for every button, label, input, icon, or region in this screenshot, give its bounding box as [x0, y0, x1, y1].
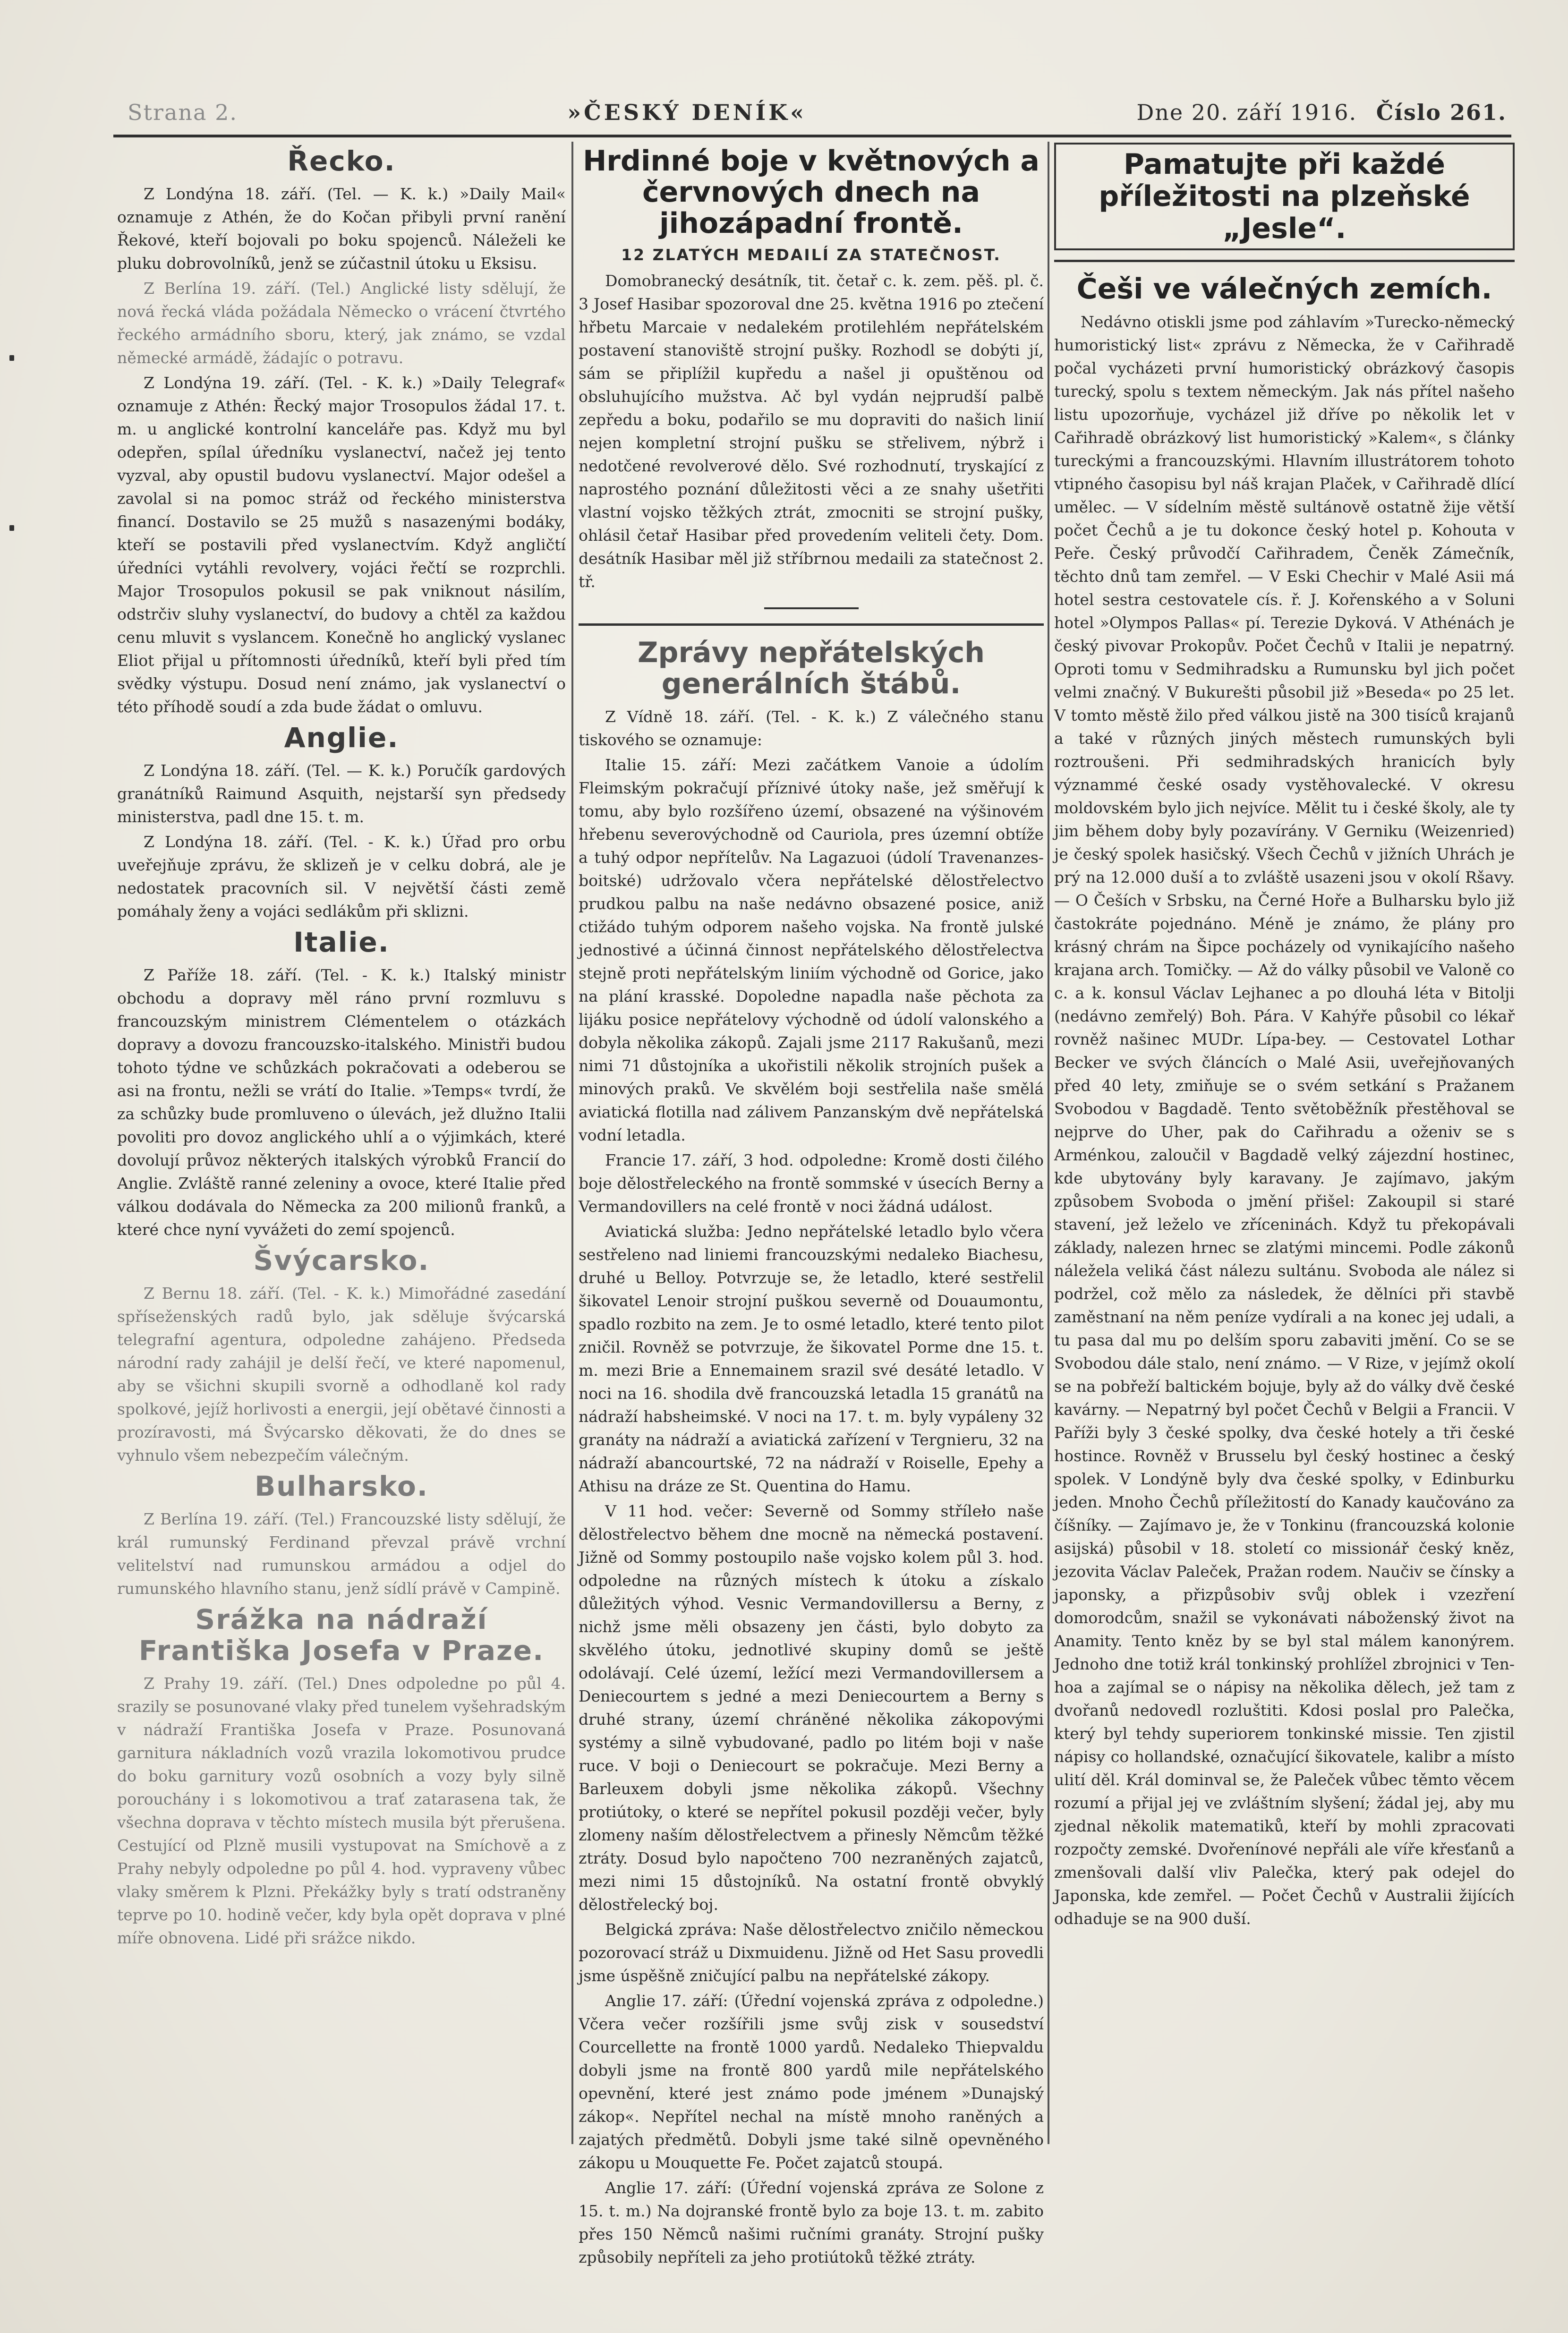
- page-header: [128, 92, 1507, 125]
- article-paragraph: Z Vídně 18. září. (Tel. - K. k.) Z válečného stanu tiskového se oznamuje:: [579, 707, 1044, 749]
- article-paragraph: Z Bernu 18. září. (Tel. - K. k.) Mimořádné zasedání spříseženských radů bylo, jak sděluje švýcarská telegrafní agentura, odpoledne zahájeno. Předseda národní rady zahájil je delší řečí, ve které napomenul, aby se všichni skupili svorně a odhodlaně kol rady spolkové, jejíž horlivosti a energii, její obětavé činnosti a prozíravosti, má Švýcarsko děkovati, že do dnes se vyhnulo všem nebezpečím válečným.: [117, 1284, 566, 1465]
- section-rule: [579, 623, 1044, 626]
- article-paragraph: Aviatická služba: Jedno nepřátelské letadlo bylo včera sestřeleno nad liniemi francouzskými nedaleko Biachesu, druhé u Belloy. Potvrzuje se, že letadlo, které sestřelil šikovatel Lenoir strojní puškou severně od Douaumontu, spadlo rozbito na zem. Je to osmé letadlo, které tento pilot zničil. Rovněž se potvrzuje, že šikovatel Porme dne 15. t. m. mezi Brie a Ennemainem srazil své desáté letadlo. V noci na 16. shodila dvě francouzská letadla 15 granátů na nádraží habsheimské. V noci na 17. t. m. byly vypáleny 32 granáty na nádraží a aviatická zařízení v Tergnieru, 32 na nádraží abancourtské, 72 na nádraží v Roiselle, Epehy a Athisu na dráze ze St. Quentina do Hamu.: [579, 1222, 1044, 1495]
- column-middle: [579, 142, 1044, 2266]
- section-rule: [764, 607, 859, 609]
- boxed-notice-jesle: Pamatujte při každé příležitosti na plzeňské „Jesle“.: [1054, 143, 1515, 250]
- margin-mark: [9, 525, 14, 531]
- article-paragraph: Anglie 17. září: (Úřední vojenská zpráva ze Solone z 15. t. m.) Na dojranské frontě bylo za boje 13. t. m. zabito přes 150 Němců našimi ručními granáty. Strojní pušky způsobily nepříteli za jeho protiútoků těžké ztráty.: [579, 2179, 1044, 2266]
- heading-hrdinne-boje: Hrdinné boje v květnových a červnových dnech na jihozápadní frontě.: [583, 145, 1040, 240]
- article-paragraph: Italie 15. září: Mezi začátkem Vanoie a údolím Fleimským pokračují příznivé útoky naše, jež směřují k tomu, aby bylo rozšířeno území, obsazené na výšinovém hřebenu severovýchodně od Cauriola, pres územní obtíže a tuhý odpor nepřítelův. Na Lagazuoi (údolí Travenanzes-boitské) udržovalo včera nepřátelské dělostřelectvo prudkou palbu na naše nedávno obsazené posice, aniž ctižádo tuhým odporem našeho vojska. Na frontě julské jednostivé a účinná činnost nepřátelského dělostřelectva stejně proti nepřátelským liniím východně od Gorice, jako na plání krasské. Dopoledne napadla naše pěchota za lijáku posice nepřátelovy východně od údolí valonského a dobyla několika zákopů. Zajali jsme 2117 Rakušanů, mezi nimi 71 důstojníka a ukořistili několik strojních pušek a minových praků. Ve skvělém boji sestřelila naše smělá aviatická flotilla nad zálivem Panzanským dvě nepřátelská vodní letadla.: [579, 756, 1044, 1144]
- column-divider: [1048, 142, 1049, 2144]
- issue-number: Číslo 261.: [1376, 100, 1507, 125]
- heading-svycarsko: Švýcarsko.: [253, 1244, 430, 1277]
- margin-mark: [9, 355, 14, 361]
- article-paragraph: Z Londýna 18. září. (Tel. — K. k.) »Daily Mail« oznamuje z Athén, že do Kočan přibyli první ranění Řekové, kteří bojovali po boku spojenců. Náleželi ke pluku dobrovolníků, jenž se zúčastnil útoku u Eksisu.: [117, 185, 566, 272]
- article-paragraph: Z Berlína 19. září. (Tel.) Anglické listy sdělují, že nová řecká vláda požádala Německo o vrácení čtvrtého řeckého armádního sboru, který, jak známo, se vzdal německé armádě, žádajíc o potravu.: [117, 279, 566, 367]
- article-paragraph: Belgická zpráva: Naše dělostřelectvo zničilo německou pozorovací stráž u Dixmuidenu. Jižně od Het Sasu provedli jsme úspěšně zničující palbu na nepřátelské zákopy.: [579, 1920, 1044, 1985]
- heading-zpravy-stabu: Zprávy nepřátelských generálních štábů.: [637, 636, 985, 700]
- heading-italie: Italie.: [293, 926, 390, 958]
- header-rule: [113, 135, 1511, 137]
- article-paragraph: Nedávno otiskli jsme pod záhlavím »Turecko-německý humoristický list« zprávu z Německa, že v Cařihradě počal vycházeti první humoristický obrázkový časopis turecký, spolu s textem německým. Jak nás přítel našeho listu upozorňuje, vycházel již dříve po několik let v Cařihradě obrázkový list humoristický »Kalem«, s články tureckými a francouzskými. Hlavním illustrátorem tohoto vtipného časopisu byl náš krajan Plaček, v Cařihradě dlící umělec. — V sídelním městě sultánově ostatně žije větší počet Čechů a je tu dokonce český hotel p. Kohouta v Peře. Český průvodčí Cařihradem, Čeněk Zámečník, těchto dnů tam zemřel. — V Eski Chechir v Malé Asii má hotel sestra cestovatele cís. ř. J. Kořenského a v Soluni hotel »Olympos Pallas« pí. Terezie Dyková. V Athénách je český pivovar Prokopův. Počet Čechů v Italii je nepatrný. Oproti tomu v Sedmihradsku a Rumunsku byl jich počet velmi značný. V Bukurešti působil již »Beseda« po 25 let. V tomto městě žilo před válkou jistě na 300 tisíců krajanů a také v různých jiných městech rumunských byli roztroušeni. Při sedmihradských hranicích byly význammé české osady vystěhovalecké. V okresu moldovském bylo jich nejvíce. Mělit tu i české školy, ale ty jim během doby byly pozavírány. V Gerniku (Weizenried) je český spolek hasičský. Všech Čechů v jižních Uhrách je prý na 12.000 duší a to zvláště usazeni jsou v okolí Ršavy. — O Češích v Srbsku, na Černé Hoře a Bulharsku bylo již častokráte pojednáno. Méně je známo, že plány pro krásný chrám na Šipce pocházely od vynikajícího našeho krajana arch. Tomičky. — Až do války působil ve Valoně co c. a k. konsul Václav Lejhanec a po dlouhá léta v Bitolji (nedávno zemřelý) Boh. Pára. V Kahýře působil co lékař rovněž našinec MUDr. Lípa-bey. — Cestovatel Lothar Becker ve svých článcích o Malé Asii, uveřejňovaných před 40 lety, zmiňuje se o svém setkání s Pražanem Svobodou v Bagdadě. Tento světoběžník přestěhoval se nejprve do Uher, pak do Cařihradu a oženiv se s Arménkou, zaloučil v Bagdadě velký zájezdní hostinec, kde ubytovány byly karavany. Je zajímavo, jakým způsobem Svoboda o jmění přišel: Zakoupil si staré stavení, jež leželo ve zříceninách. Když tu překopávali základy, nalezen hrnec se zlatými mincemi. Podle zákonů náležela veliká část nálezu sultánu. Svoboda ale nález si podržel, což mělo za následek, že dělníci při stavbě zaměstnaní na něm peníze vydírali a na konec jej udali, a tu pasa dal mu po delším sporu zabaviti jmění. Co se se Svobodou dále stalo, není známo. — V Rize, v jejímž okolí se na pobřeží baltickém bojuje, byly až do války dvě české kavárny. — Nepatrný byl počet Čechů v Belgii a Francii. V Paříži byly 3 české spolky, dva české hotely a tři české hostince. Rovněž v Brusselu byl český hostinec a český spolek. V Londýně byly dva české spolky, v Edinburku jeden. Mnoho Čechů příležitostí do Kanady kaučováno za číšníky. — Zajímavo je, že v Tonkinu (francouzská kolonie asijská) působil v 18. století co missionář český kněz, jezovita Václav Paleček, Pražan rodem. Naučiv se čínsky a japonsky, a přizpůsobiv svůj oblek i vzezření domorodcům, snažil se vykonávati náboženský život na Anamity. Tento kněz by se byl stal málem kanonýrem. Jednoho dne totiž král tonkinský prohlížel zbrojnici v Ten-hoa a zajímal se o nápisy na několika dělech, jež tam z dvořanů nedovedl rozluštiti. Kdosi poslal pro Palečka, který byl tehdy superiorem tonkinské missie. Ten zjistil nápisy co hollandské, označující šikovatele, kalibr a místo ulití děl. Král dominval se, že Paleček vůbec těmto věcem rozumí a přijal jej ve zvláštním slyšení; žádal jej, aby mu zjednal několik matematiků, kteří by mohli zpracovati rozpočty zemské. Dvořenínové nepřáli ale víře křesťanů a zmenšovali další vliv Palečka, který pak odejel do Japonska, kde zemřel. — Počet Čechů v Australii žijících odhaduje se na 900 duší.: [1054, 313, 1515, 1928]
- article-paragraph: Z Londýna 18. září. (Tel. — K. k.) Poručík gardových granátníků Raimund Asquith, nejstarší syn předsedy ministerstva, padl dne 15. t. m.: [117, 761, 566, 826]
- article-paragraph: Domobranecký desátník, tit. četař c. k. zem. pěš. pl. č. 3 Josef Hasibar spozoroval dne 25. května 1916 po ztečení hřbetu Marcaie v nedalekém protilehlém nepřátelském postavení stanoviště strojní pušky. Rozhodl se dobýti jí, sám se připlížil kupředu a našel ji opuštěnou od obsluhujícího mužstva. Ač byl vydán nejprudší palbě zepředu a boku, podařilo se mu dopraviti do našich linií nejen kompletní strojní pušku se střelivem, nýbrž i nedotčené revolverové dělo. Své rozhodnutí, tryskající z naprostého poznání důležitosti věci a ze snahy ušetřiti vlastní vojsko těžkých ztrát, zmocniti se strojní pušky, ohlásil četař Hasibar před provedením veliteli čety. Dom. desátník Hasibar měl již stříbrnou medaili za statečnost 2. tř.: [579, 272, 1044, 591]
- article-paragraph: V 11 hod. večer: Severně od Sommy stříleło naše dělostřelectvo během dne mocně na německá postavení. Jižně od Sommy postoupilo naše vojsko kolem půl 3. hod. odpoledne na různých místech k útoku a získalo důležitých výhod. Vesnic Vermandovillersu a Berny, z nichž jsme měli obsazeny jen části, bylo dobyto za skvělého útoku, jednotlivé skupiny domů se ještě odolávají. Celé území, ležící mezi Vermandovillersem a Deniecourtem s jedné a mezi Deniecourtem a Berny s druhé strany, území chráněné několika zákopovými systémy a silně vybudované, padlo po litém boji v naše ruce. V boji o Deniecourt se pokračuje. Mezi Berny a Barleuxem dobyli jsme několika zákopů. Všechny protiútoky, o které se nepřítel pokusil později večer, byly zlomeny naším dělostřelectvem a přinesly Němcům těžké ztráty. Dosud bylo napočteno 700 nezraněných zajatců, mezi nimi 15 důstojníků. Na ostatní frontě obvyklý dělostřelecký boj.: [579, 1502, 1044, 1914]
- heading-cesi-ve-valecnych-zemich: Češi ve válečných zemích.: [1076, 272, 1492, 306]
- column-right: [1054, 142, 1515, 2172]
- article-paragraph: Z Londýna 19. září. (Tel. - K. k.) »Daily Telegraf« oznamuje z Athén: Řecký major Trosopulos žádal 17. t. m. u anglické kontrolní kanceláře pas. Když mu byl odepřen, spílal úředníku vyslanectví, načež jej tento vyzval, aby opustil budovu vyslanectví. Major odešel a zavolal si na pomoc stráž od řeckého ministerstva financí. Dostavilo se 25 mužů s nasazenými bodáky, kteří se postavili před vyslanectvím. Když angličtí úředníci vytáhli revolvery, vojáci řečtí se rozprchli. Major Trosopulos pokusil se pak vniknout násilím, odstrčiv sluhy vyslanectví, do budovy a chtěl za každou cenu mluvit s vyslancem. Konečně ho anglický vyslanec Eliot přijal u přítomnosti úředníků, kteří byli před tím svědky výstupu. Dosud není známo, jak vyslanectví o této příhodě soudí a zda bude žádat o omluvu.: [117, 374, 566, 716]
- page-number: Strana 2.: [128, 100, 238, 125]
- subheading-medaile: 12 ZLATÝCH MEDAILÍ ZA STATEČNOST.: [621, 246, 1001, 264]
- heading-recko: Řecko.: [287, 145, 396, 177]
- date-issue: [1136, 100, 1507, 125]
- article-paragraph: Z Prahy 19. září. (Tel.) Dnes odpoledne po půl 4. srazily se posunované vlaky před tunelem vyšehradským v nádraží Františka Josefa v Praze. Posunovaná garnitura nákladních vozů vrazila lokomotivou prudce do boku garnitury vozů osobních a vozy byly silně porouchány i s lokomotivou a trať zatarasena tak, že všechna doprava v těchto místech musila být přerušena. Cestující od Plzně musili vystupovat na Smíchově a z Prahy nebyly odpoledne po půl 4. hod. vypraveny vůbec vlaky směrem k Plzni. Překážky byly s tratí odstraněny teprve po 10. hodině večer, kdy byla opět doprava v plné míře obnovena. Lidé při srážce nikdo.: [117, 1674, 566, 1947]
- article-paragraph: Z Berlína 19. září. (Tel.) Francouzské listy sdělují, že král rumunský Ferdinand převzal právě vrchní velitelství nad rumunskou armádou a odjel do rumunského hlavního stanu, jenž sídlí právě v Campině.: [117, 1510, 566, 1598]
- article-paragraph: Francie 17. září, 3 hod. odpoledne: Kromě dosti čilého boje dělostřeleckého na frontě sommské v úsecích Berny a Vermandovillers na celé frontě v noci žádná událost.: [579, 1151, 1044, 1216]
- article-paragraph: Z Londýna 18. září. (Tel. - K. k.) Úřad pro orbu uveřejňuje zprávu, že sklizeň je v celku dobrá, ale je nedostatek pracovních sil. V největší části země pomáhaly ženy a vojáci sedlákům při sklizni.: [117, 833, 566, 920]
- article-paragraph: Z Paříže 18. září. (Tel. - K. k.) Italský ministr obchodu a dopravy měl ráno první rozmluvu s francouzským ministrem Clémentelem o otázkách dopravy a dovozu francouzsko-italského. Ministři budou tohoto týdne ve schůzkách pokračovati a odeberou se asi na frontu, nežli se vrátí do Italie. »Temps« tvrdí, že za schůzky bude promluveno o úlevách, jež dlužno Italii povoliti pro dovoz anglického uhlí a o výjimkách, které dovolují průvoz některých italských výrobků Francií do Anglie. Zvláště ranné zeleniny a ovoce, které Italie před válkou dodávala do Německa za 200 milionů franků, a které chce nyní vyvážeti do zemí spojenců.: [117, 966, 566, 1239]
- newspaper-title: »ČESKÝ DENÍK«: [567, 100, 807, 125]
- heading-srazka: Srážka na nádraží Františka Josefa v Praze.: [138, 1603, 545, 1667]
- section-rule: [1054, 260, 1515, 262]
- issue-date: Dne 20. září 1916.: [1136, 100, 1357, 125]
- column-left: [117, 142, 566, 2172]
- column-divider: [571, 142, 573, 2144]
- heading-bulharsko: Bulharsko.: [255, 1470, 428, 1502]
- article-paragraph: Anglie 17. září: (Úřední vojenská zpráva z odpoledne.) Včera večer rozšířili jsme svůj zisk v sousedství Courcellette na frontě 1000 yardů. Nedaleko Thiepvaldu dobyli jsme na frontě 800 yardů mile nepřátelského opevnění, které jest známo pode jménem »Dunajský zákop«. Nepřítel nechal na místě mnoho raněných a zajatých předmětů. Dobyli jsme také silně opevněného zákopu u Mouquette Fe. Počet zajatců stoupá.: [579, 1992, 1044, 2172]
- heading-anglie: Anglie.: [284, 722, 399, 754]
